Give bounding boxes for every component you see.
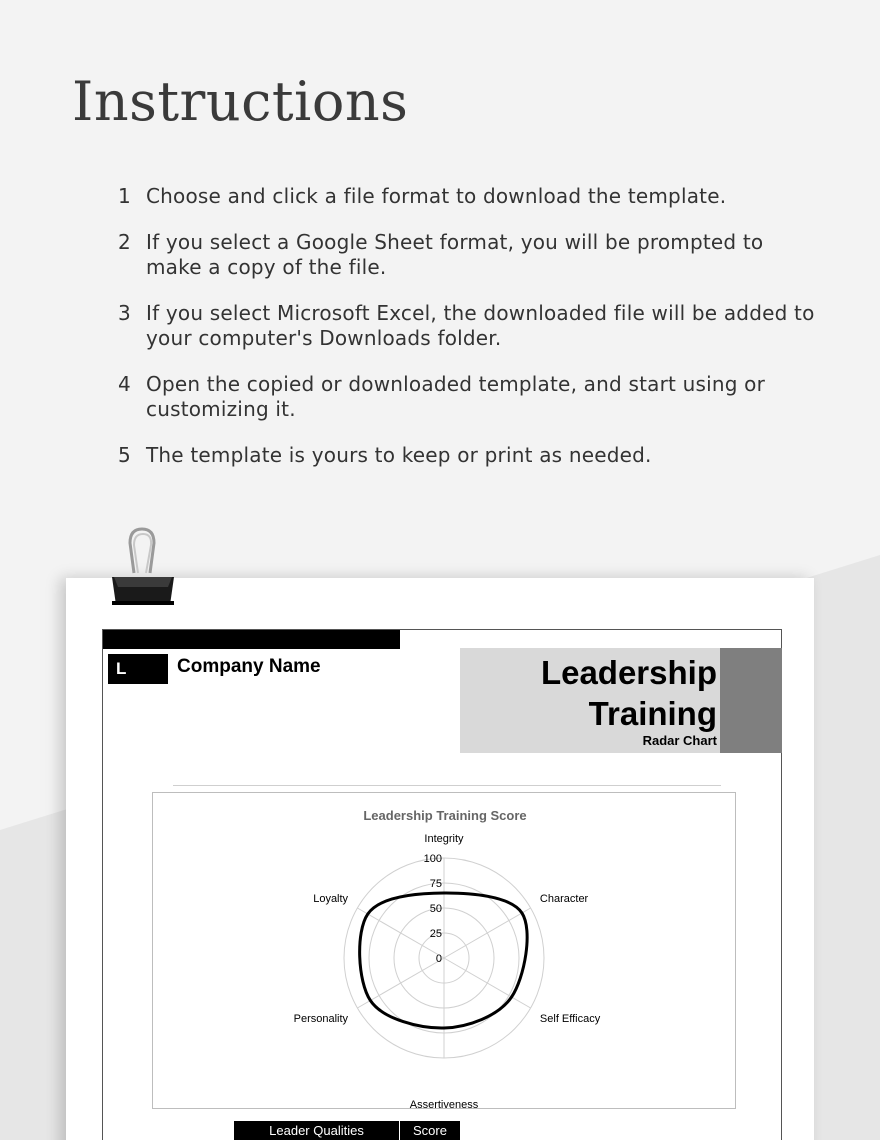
step-text: If you select Microsoft Excel, the downloaded file will be added to your computer's Downloads folder. xyxy=(146,301,815,350)
step-number: 1 xyxy=(118,184,131,208)
instruction-step xyxy=(118,230,818,280)
instruction-step xyxy=(118,184,818,209)
tick-label: 100 xyxy=(423,853,442,865)
page-title: Instructions xyxy=(72,70,409,133)
instruction-step xyxy=(118,301,818,351)
step-number: 2 xyxy=(118,230,131,254)
template-sheet xyxy=(102,629,782,1140)
tick-label: 25 xyxy=(429,928,442,940)
instruction-steps xyxy=(118,184,818,489)
category-label: Assertiveness xyxy=(409,1099,479,1110)
step-number: 5 xyxy=(118,443,131,467)
category-label: Self Efficacy xyxy=(539,1013,601,1025)
category-label: Integrity xyxy=(424,833,464,845)
category-label: Personality xyxy=(293,1013,349,1025)
step-text: If you select a Google Sheet format, you will be prompted to make a copy of the file. xyxy=(146,230,764,279)
category-label: Character xyxy=(539,893,589,905)
header-score: Score xyxy=(400,1121,461,1140)
chart-title: Leadership Training Score xyxy=(363,808,527,823)
grid-spoke xyxy=(444,908,531,958)
sheet-title xyxy=(541,652,717,734)
sheet-title-line2: Training xyxy=(588,695,717,732)
company-logo: L xyxy=(108,654,168,684)
table-header xyxy=(234,1121,461,1140)
radar-chart-svg xyxy=(153,793,737,1110)
step-text: The template is yours to keep or print as needed. xyxy=(146,443,652,467)
binder-clip-icon xyxy=(108,525,178,609)
top-bar xyxy=(103,630,400,649)
step-text: Choose and click a file format to download the template. xyxy=(146,184,727,208)
step-text: Open the copied or downloaded template, and start using or customizing it. xyxy=(146,372,766,421)
step-number: 3 xyxy=(118,301,131,325)
category-label: Loyalty xyxy=(313,893,349,905)
tick-label: 0 xyxy=(435,953,442,965)
tick-label: 50 xyxy=(429,903,442,915)
step-number: 4 xyxy=(118,372,131,396)
radar-chart xyxy=(152,792,736,1109)
divider xyxy=(173,785,721,786)
instruction-step xyxy=(118,443,818,468)
radar-labels xyxy=(294,833,601,1110)
title-accent xyxy=(720,648,782,753)
sheet-title-line1: Leadership xyxy=(540,654,717,691)
header-leader-qualities: Leader Qualities xyxy=(234,1121,400,1140)
company-name: Company Name xyxy=(177,656,321,677)
tick-label: 75 xyxy=(429,878,442,890)
sheet-subtitle: Radar Chart xyxy=(642,733,717,748)
instruction-step xyxy=(118,372,818,422)
